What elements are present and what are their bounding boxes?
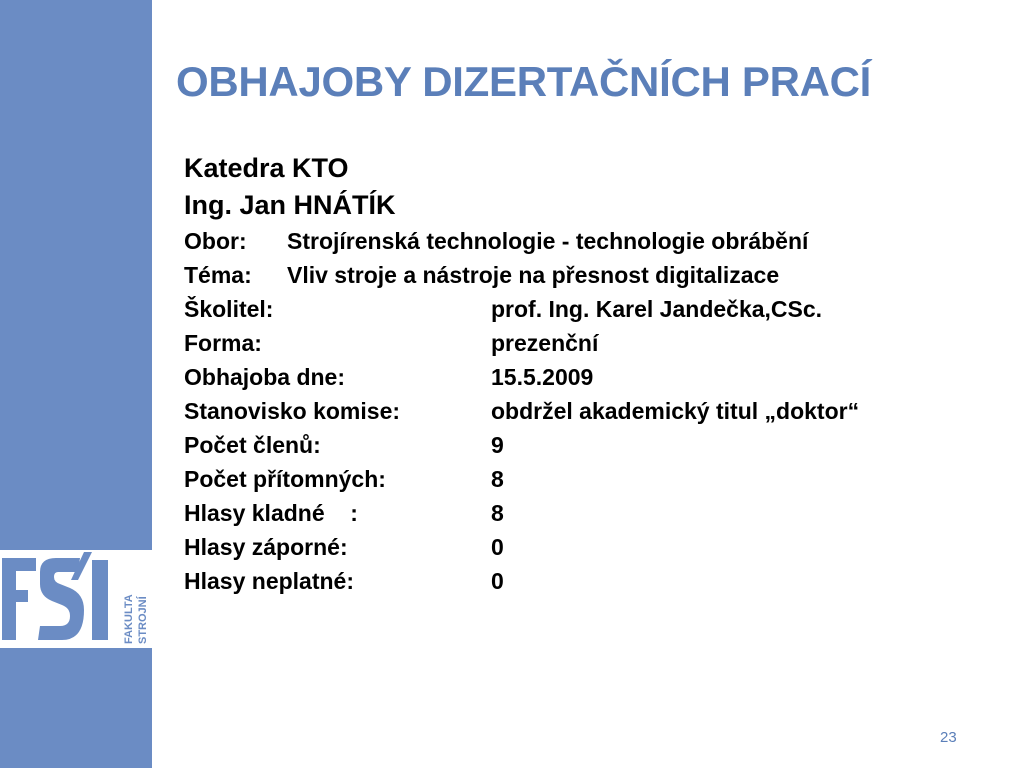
field-label: Počet přítomných: — [184, 466, 386, 492]
field-value: 15.5.2009 — [491, 364, 594, 390]
field-row-pocet-clenu — [184, 428, 984, 462]
field-value: 0 — [491, 568, 504, 594]
field-row-skolitel — [184, 292, 984, 326]
field-value: obdržel akademický titul „doktor“ — [491, 398, 860, 424]
field-label: Hlasy neplatné: — [184, 568, 354, 594]
slide-content — [184, 150, 984, 598]
logo-text-strojni: STROJNÍ — [137, 596, 149, 644]
field-row-hlasy-zaporne — [184, 530, 984, 564]
field-label: Hlasy kladné : — [184, 500, 358, 526]
field-label: Obhajoba dne: — [184, 364, 345, 390]
field-label: Obor: — [184, 228, 247, 254]
field-value: Vliv stroje a nástroje na přesnost digitalizace — [287, 262, 780, 288]
field-row-stanovisko — [184, 394, 984, 428]
field-row-forma — [184, 326, 984, 360]
field-value: prezenční — [491, 330, 599, 356]
field-row-tema — [184, 258, 984, 292]
field-label: Stanovisko komise: — [184, 398, 401, 424]
field-value: 8 — [491, 500, 504, 526]
department-name: Katedra KTO — [184, 153, 349, 183]
person-name: Ing. Jan HNÁTÍK — [184, 190, 396, 220]
field-row-obor — [184, 224, 984, 258]
logo-text-fakulta: FAKULTA — [123, 594, 135, 644]
field-row-hlasy-neplatne — [184, 564, 984, 598]
field-value: prof. Ing. Karel Jandečka,CSc. — [491, 296, 823, 322]
fsi-logo — [0, 550, 152, 648]
field-label: Téma: — [184, 262, 252, 288]
field-value: 8 — [491, 466, 504, 492]
field-label: Školitel: — [184, 296, 274, 322]
field-value: 9 — [491, 432, 504, 458]
field-label: Forma: — [184, 330, 262, 356]
field-value: 0 — [491, 534, 504, 560]
field-row-pocet-pritomnych — [184, 462, 984, 496]
page-number: 23 — [940, 729, 957, 746]
sidebar-band — [0, 0, 152, 768]
field-row-hlasy-kladne — [184, 496, 984, 530]
slide-title: OBHAJOBY DIZERTAČNÍCH PRACÍ — [176, 58, 872, 105]
field-value: Strojírenská technologie - technologie obrábění — [287, 228, 809, 254]
field-label: Hlasy záporné: — [184, 534, 348, 560]
field-label: Počet členů: — [184, 432, 321, 458]
field-row-obhajoba — [184, 360, 984, 394]
